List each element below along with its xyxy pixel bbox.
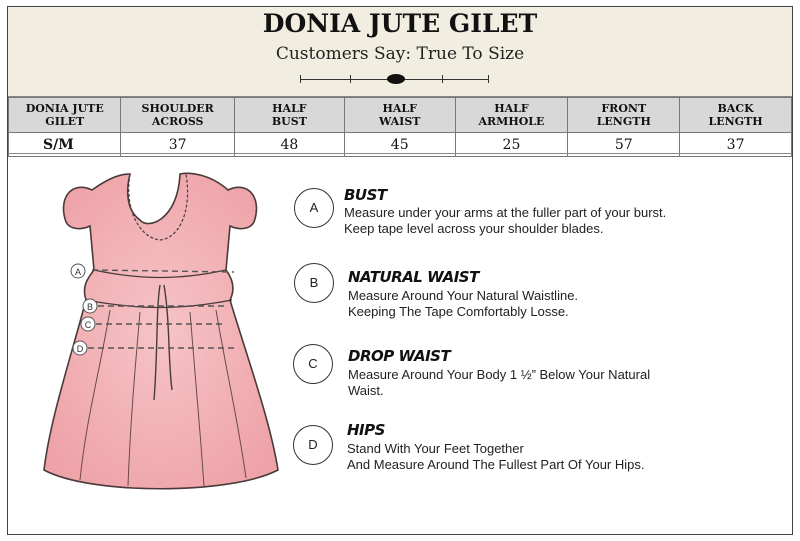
diagram-marker-a	[71, 264, 85, 278]
header-cell: BACK LENGTH	[680, 98, 792, 133]
table-cell: 45	[344, 133, 455, 157]
svg-text:D: D	[76, 344, 84, 354]
table-cell: 37	[680, 133, 792, 157]
svg-text:B: B	[86, 302, 94, 312]
fit-scale-tick	[442, 75, 443, 83]
measure-badge-b: B	[294, 263, 334, 303]
measure-title-hips: HIPS	[347, 421, 385, 439]
fit-scale-marker	[387, 74, 405, 84]
header-cell: SHOULDER ACROSS	[121, 98, 234, 133]
dress-illustration	[30, 160, 290, 510]
fit-scale-tick	[350, 75, 351, 83]
table-cell: 25	[455, 133, 568, 157]
fit-subtitle: Customers Say: True To Size	[8, 40, 792, 70]
measure-badge-a: A	[294, 188, 334, 228]
dress-body-shape	[44, 173, 278, 488]
svg-text:A: A	[74, 267, 82, 277]
section-divider	[8, 153, 792, 154]
size-table	[8, 97, 792, 157]
fit-scale-tick	[488, 75, 489, 83]
table-cell: 37	[121, 133, 234, 157]
header-cell: HALF ARMHOLE	[455, 98, 568, 133]
size-label: S/M	[9, 133, 121, 157]
header-cell: FRONT LENGTH	[568, 98, 680, 133]
diagram-marker-d	[73, 341, 87, 355]
header-cell: HALF WAIST	[344, 98, 455, 133]
header-cell: HALF BUST	[234, 98, 344, 133]
measure-text-natural-waist: Measure Around Your Natural Waistline. Keeping The Tape Comfortably Losse.	[348, 288, 579, 319]
measure-text-bust: Measure under your arms at the fuller part of your burst. Keep tape level across your shoulder blades.	[344, 205, 667, 236]
measure-badge-d: D	[293, 425, 333, 465]
measure-title-natural-waist: NATURAL WAIST	[348, 268, 479, 286]
svg-text:C: C	[84, 320, 92, 330]
table-cell: 57	[568, 133, 680, 157]
product-title: DONIA JUTE GILET	[8, 7, 792, 41]
measure-text-hips: Stand With Your Feet Together And Measure Around The Fullest Part Of Your Hips.	[347, 441, 645, 472]
fit-scale-tick	[300, 75, 301, 83]
measure-title-drop-waist: DROP WAIST	[348, 347, 451, 365]
diagram-marker-c	[81, 317, 95, 331]
size-table-header	[9, 98, 792, 133]
measure-title-bust: BUST	[344, 186, 387, 204]
diagram-marker-b	[83, 299, 97, 313]
table-cell: 48	[234, 133, 344, 157]
header-cell: DONIA JUTE GILET	[9, 98, 121, 133]
measure-text-drop-waist: Measure Around Your Body 1 ½” Below Your Natural Waist.	[348, 367, 651, 398]
measure-badge-c: C	[293, 344, 333, 384]
